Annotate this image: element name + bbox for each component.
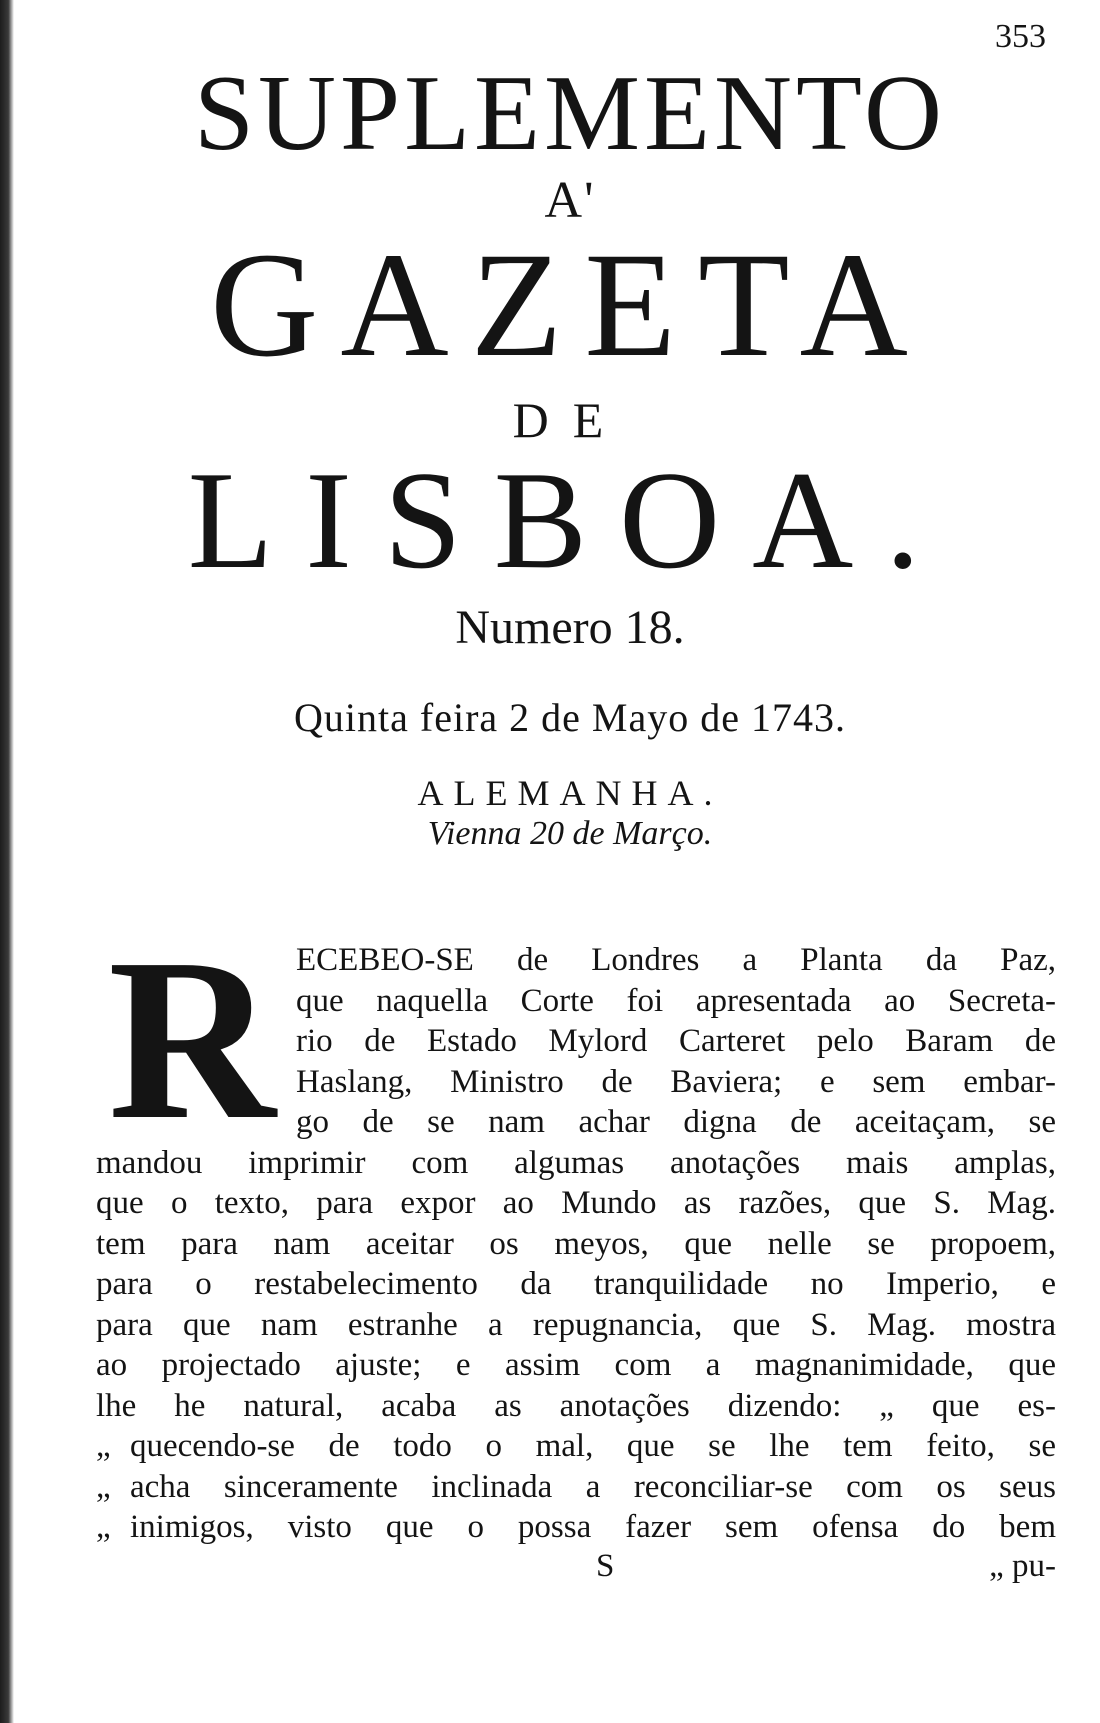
article-line: para o restabelecimento da tranquilidade no Imperio, e bbox=[96, 1266, 1056, 1302]
page-footer bbox=[96, 1548, 1056, 1588]
issue-date: Quinta feira 2 de Mayo de 1743. bbox=[294, 695, 846, 740]
article-line: tem para nam aceitar os meyos, que nelle se propoem, bbox=[96, 1225, 1056, 1262]
title-de: DE bbox=[512, 392, 628, 448]
article-line: que naquella Corte foi apresentada ao Secreta- bbox=[296, 982, 1056, 1019]
article-line: mandou imprimir com algumas anotações mais amplas, bbox=[96, 1144, 1056, 1181]
signature-mark: S bbox=[596, 1547, 615, 1584]
article-body bbox=[96, 911, 1056, 1588]
article-line-text: quecendo-se de todo o mal, que se lhe tem feito, se bbox=[130, 1428, 1056, 1464]
issue-number: Numero 18. bbox=[455, 601, 685, 654]
title-gazeta: GAZETA bbox=[210, 222, 930, 388]
quote-mark: „ bbox=[96, 1428, 111, 1464]
binding-edge bbox=[0, 0, 14, 1723]
article-line: rio de Estado Mylord Carteret pelo Baram de bbox=[296, 1023, 1056, 1059]
title-lisboa: LISBOA. bbox=[187, 443, 953, 598]
title-a: A' bbox=[544, 172, 596, 229]
article-line: ECEBEO-SE de Londres a Planta da Paz, bbox=[296, 942, 1056, 978]
article-line: lhe he natural, acaba as anotações dizendo: „ que es- bbox=[96, 1387, 1056, 1424]
page-number: 353 bbox=[995, 18, 1046, 55]
article-line-quoted bbox=[96, 1426, 1056, 1467]
quote-mark: „ bbox=[96, 1468, 111, 1505]
drop-cap: R bbox=[108, 911, 276, 1168]
quote-mark: „ bbox=[96, 1509, 111, 1545]
dateline: Vienna 20 de Março. bbox=[427, 815, 713, 852]
article-line-text: inimigos, visto que o possa fazer sem ofensa do bem bbox=[130, 1509, 1056, 1545]
masthead bbox=[80, 54, 1060, 854]
article-line-text: acha sinceramente inclinada a reconciliar-se com os seus bbox=[130, 1468, 1056, 1505]
section-heading: ALEMANHA. bbox=[417, 773, 723, 813]
article-line: go de se nam achar digna de aceitaçam, se bbox=[296, 1104, 1056, 1140]
article-line: ao projectado ajuste; e assim com a magnanimidade, que bbox=[96, 1347, 1056, 1383]
catchword: „ pu- bbox=[989, 1547, 1056, 1584]
article-line: para que nam estranhe a repugnancia, que S. Mag. mostra bbox=[96, 1306, 1056, 1343]
article-line-quoted bbox=[96, 1467, 1056, 1508]
title-suplemento: SUPLEMENTO bbox=[193, 54, 947, 173]
article-line-quoted bbox=[96, 1507, 1056, 1548]
article-line: que o texto, para expor ao Mundo as razões, que S. Mag. bbox=[96, 1185, 1056, 1221]
article-line: Haslang, Ministro de Baviera; e sem embar- bbox=[296, 1063, 1056, 1100]
